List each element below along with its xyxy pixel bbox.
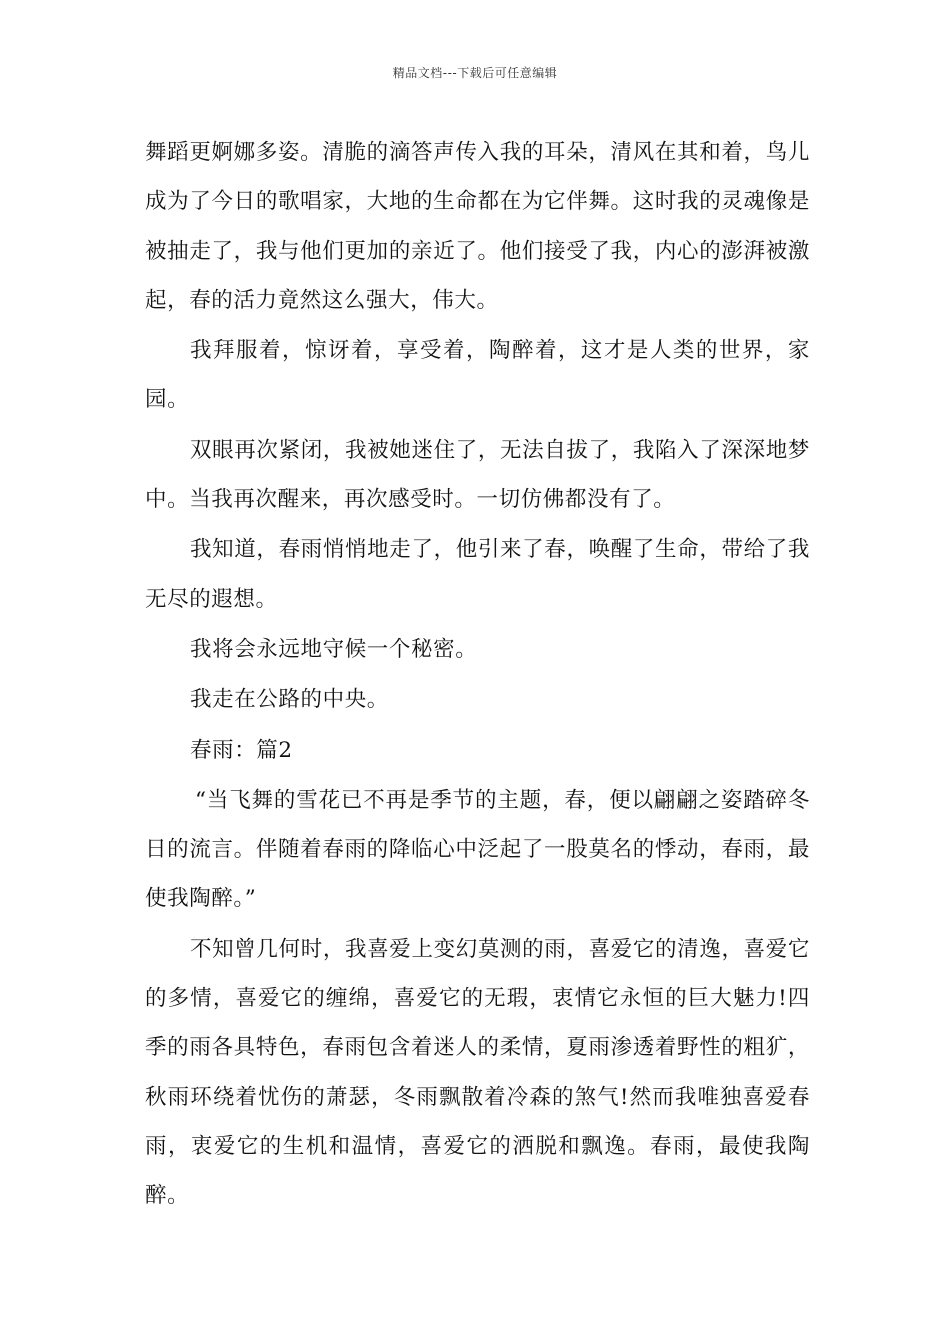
section-heading: 春雨：篇2 [190, 737, 293, 763]
paragraph-7: 不知曾几何时，我喜爱上变幻莫测的雨，喜爱它的清逸，喜爱它的多情，喜爱它的缠绵，喜爱它的无瑕，衷情它永恒的巨大魅力!四季的雨各具特色，春雨包含着迷人的柔情，夏雨渗透着野性的粗犷，秋雨环绕着忧伤的萧瑟，冬雨飘散着冷森的煞气!然而我唯独喜爱春雨，衷爱它的生机和温情，喜爱它的洒脱和飘逸。春雨，最使我陶醉。 [145, 936, 810, 1209]
page-header: 精品文档---下载后可任意编辑 [392, 66, 558, 80]
quote-paragraph: “当飞舞的雪花已不再是季节的主题，春，便以翩翩之姿踏碎冬日的流言。伴随着春雨的降临心中泛起了一股莫名的悸动，春雨，最使我陶醉。” [145, 787, 810, 912]
paragraph-6: 我走在公路的中央。 [190, 687, 389, 713]
paragraph-2: 我拜服着，惊讶着，享受着，陶醉着，这才是人类的世界，家园。 [145, 338, 810, 413]
paragraph-1: 舞蹈更婀娜多姿。清脆的滴答声传入我的耳朵，清风在其和着，鸟儿成为了今日的歌唱家，大地的生命都在为它伴舞。这时我的灵魂像是被抽走了，我与他们更加的亲近了。他们接受了我，内心的澎湃被激起，春的活力竟然这么强大，伟大。 [145, 140, 810, 313]
paragraph-4: 我知道，春雨悄悄地走了，他引来了春，唤醒了生命，带给了我无尽的遐想。 [145, 537, 810, 612]
document-body [145, 128, 810, 1222]
paragraph-5: 我将会永远地守候一个秘密。 [190, 636, 478, 662]
paragraph-3: 双眼再次紧闭，我被她迷住了，无法自拔了，我陷入了深深地梦中。当我再次醒来，再次感受时。一切仿佛都没有了。 [145, 437, 810, 513]
